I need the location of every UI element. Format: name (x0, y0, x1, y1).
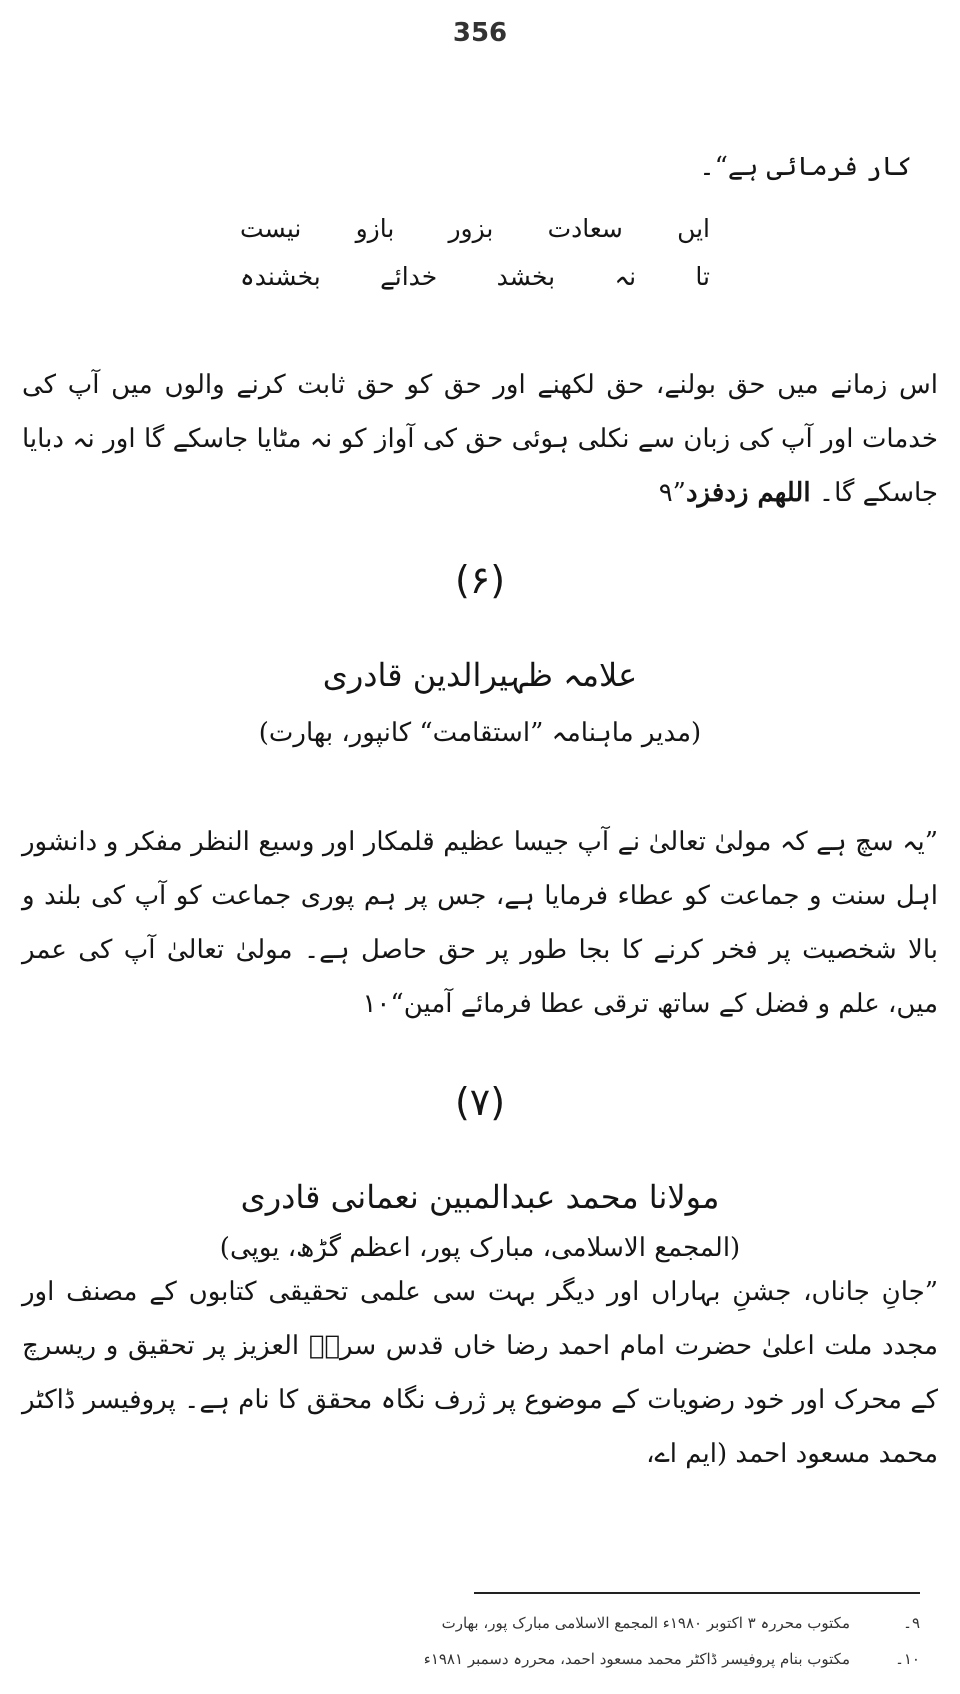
footnote-10 (300, 1650, 920, 1668)
couplet-word: خدائے (380, 261, 438, 291)
footnote-text: مکتوب محررہ ۳ اکتوبر ۱۹۸۰ء المجمع الاسلامی مبارک پور، بھارت (441, 1614, 850, 1632)
footnote-number: ۱۰۔ (895, 1650, 920, 1668)
paragraph-1 (22, 358, 938, 520)
footnote-9 (300, 1614, 920, 1632)
paragraph-3: ”جانِ جاناں، جشنِ بہاراں اور دیگر بہت سی علمی تحقیقی کتابوں کے مصنف اور مجدد ملت اعلیٰ حضرت امام احمد رضا خاں قدس سرہٗ العزیز پر تحقیق و ریسرچ کے محرک اور خود رضویات کے موضوع پر ژرف نگاہ محقق کا نام ہے۔ پروفیسر ڈاکٹر محمد مسعود احمد (ایم اے، (22, 1277, 938, 1469)
couplet-line-2 (240, 252, 710, 300)
couplet-word: بخشندہ (240, 261, 321, 291)
lead-line: کار فرمائی ہے“۔ (699, 152, 912, 182)
footnote-number: ۹۔ (903, 1614, 920, 1632)
section-number-7: (۷) (454, 1080, 506, 1124)
couplet-word: سعادت (547, 213, 623, 243)
couplet-word: ایں (677, 213, 710, 243)
couplet-word: تا (695, 261, 710, 291)
couplet-word: بزور (448, 213, 494, 243)
section-number-6: (۶) (454, 558, 506, 602)
section-7-name: مولانا محمد عبدالمبین نعمانی قادری (240, 1178, 720, 1216)
footnote-divider (474, 1592, 920, 1594)
section-7-affiliation: (المجمع الاسلامی، مبارک پور، اعظم گڑھ، یوپی) (219, 1233, 741, 1263)
section-6-affiliation: (مدیر ماہنامہ ”استقامت“ کانپور، بھارت) (258, 718, 702, 748)
couplet-line-1 (240, 204, 710, 252)
section-6-name: علامہ ظہیرالدین قادری (322, 656, 638, 694)
persian-couplet (240, 204, 710, 300)
footnote-text: مکتوب بنام پروفیسر ڈاکٹر محمد مسعود احمد، محررہ دسمبر ۱۹۸۱ء (423, 1650, 850, 1668)
couplet-word: بخشد (496, 261, 556, 291)
paragraph-1-text: اس زمانے میں حق بولنے، حق لکھنے اور حق کو حق ثابت کرنے والوں میں آپ کی خدمات اور آپ کی زبان سے نکلی ہوئی حق کی آواز کو نہ مٹایا جاسکے گا اور نہ دبایا جاسکے گا۔ (22, 370, 938, 508)
couplet-word: بازو (355, 213, 395, 243)
couplet-word: نیست (240, 213, 302, 243)
prayer-bold: اللھم زدفزد (685, 478, 811, 508)
page-number: 356 (452, 18, 508, 48)
paragraph-2: ”یہ سچ ہے کہ مولیٰ تعالیٰ نے آپ جیسا عظیم قلمکار اور وسیع النظر مفکر و دانشور اہل سنت و جماعت کو عطاء فرمایا ہے، جس پر ہم پوری جماعت کو آپ کی بلند و بالا شخصیت پر فخر کرنے کا بجا طور پر حق حاصل ہے۔ مولیٰ تعالیٰ آپ کی عمر میں، علم و فضل کے ساتھ ترقی عطا فرمائے آمین“۱۰ (22, 827, 938, 1019)
footnote-ref-9: ”۹ (658, 478, 686, 508)
couplet-word: نہ (614, 261, 637, 291)
